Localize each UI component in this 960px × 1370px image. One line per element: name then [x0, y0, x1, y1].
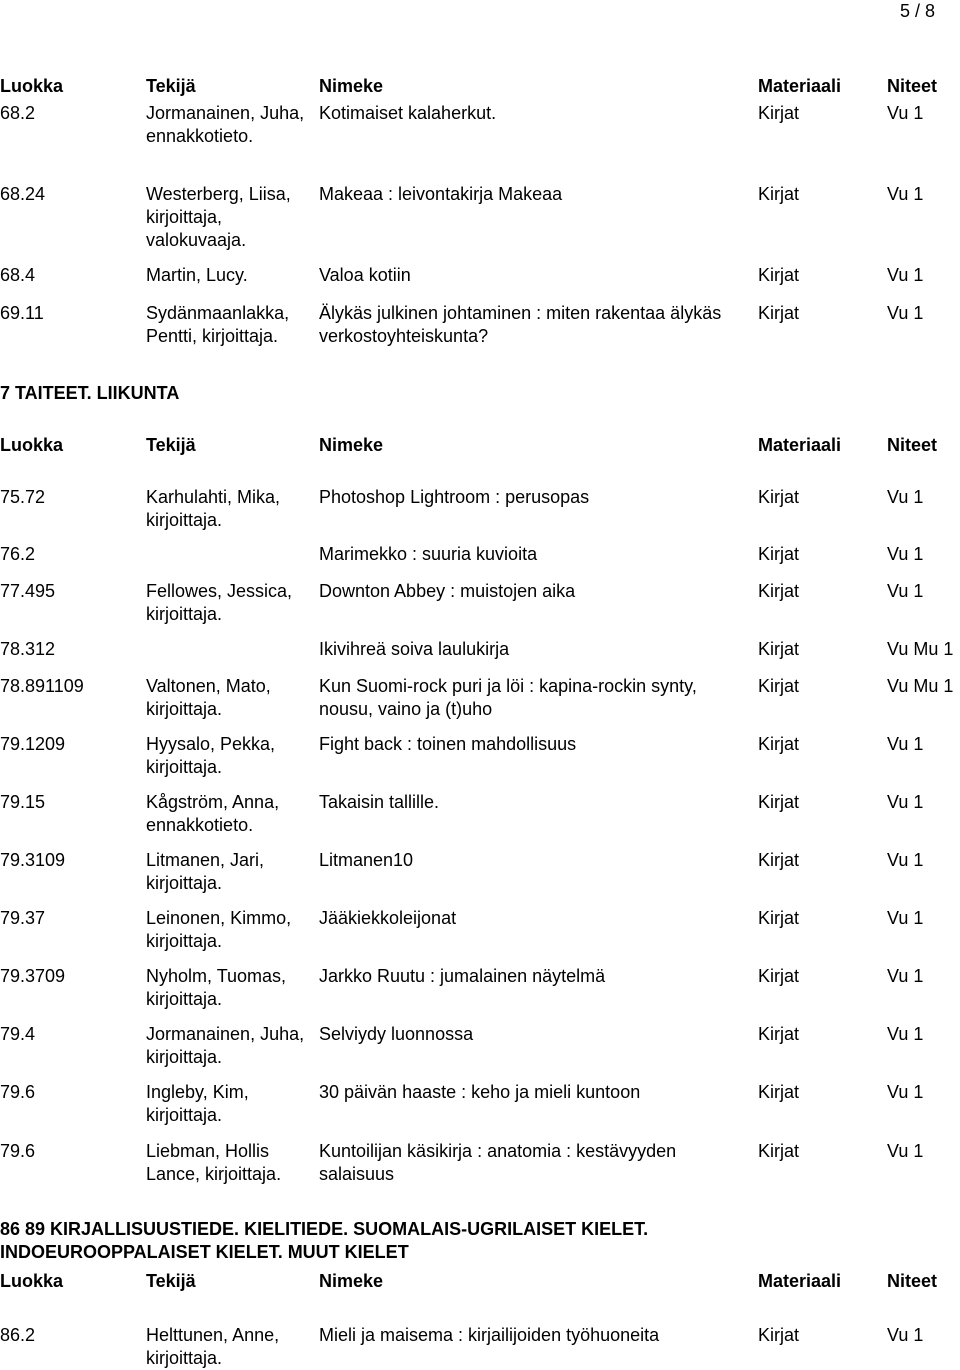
- cell-materiaali: Kirjat: [758, 908, 800, 928]
- cell-niteet: Vu 1: [887, 1082, 924, 1102]
- header-luokka: Luokka: [0, 76, 64, 96]
- cell-materiaali: Kirjat: [758, 544, 800, 564]
- cell-materiaali: Kirjat: [758, 1325, 800, 1345]
- cell-niteet: Vu Mu 1: [887, 639, 954, 659]
- cell-tekija: Leinonen, Kimmo, kirjoittaja.: [146, 908, 292, 951]
- header-materiaali: Materiaali: [758, 76, 842, 96]
- cell-luokka: 78.312: [0, 639, 56, 659]
- cell-nimeke: Kun Suomi-rock puri ja löi : kapina-rockin synty, nousu, vaino ja (t)uho: [319, 676, 697, 719]
- cell-nimeke: Marimekko : suuria kuvioita: [319, 544, 538, 564]
- cell-tekija: Kågström, Anna, ennakkotieto.: [146, 792, 280, 835]
- cell-niteet: Vu 1: [887, 487, 924, 507]
- cell-nimeke: Takaisin tallille.: [319, 792, 440, 812]
- header-tekija: Tekijä: [146, 76, 196, 96]
- cell-luokka: 76.2: [0, 544, 36, 564]
- cell-tekija: Valtonen, Mato, kirjoittaja.: [146, 676, 271, 719]
- cell-niteet: Vu 1: [887, 966, 924, 986]
- cell-tekija: Sydänmaanlakka, Pentti, kirjoittaja.: [146, 303, 290, 346]
- cell-materiaali: Kirjat: [758, 1082, 800, 1102]
- cell-luokka: 69.11: [0, 303, 44, 323]
- cell-tekija: Nyholm, Tuomas, kirjoittaja.: [146, 966, 287, 1009]
- cell-nimeke: Downton Abbey : muistojen aika: [319, 581, 576, 601]
- cell-niteet: Vu 1: [887, 792, 924, 812]
- cell-tekija: Litmanen, Jari, kirjoittaja.: [146, 850, 265, 893]
- cell-luokka: 79.3709: [0, 966, 66, 986]
- cell-nimeke: Jarkko Ruutu : jumalainen näytelmä: [319, 966, 606, 986]
- cell-tekija: Jormanainen, Juha, kirjoittaja.: [146, 1024, 305, 1067]
- cell-nimeke: Kuntoilijan käsikirja : anatomia : kestävyyden salaisuus: [319, 1141, 677, 1184]
- header-materiaali: Materiaali: [758, 1271, 842, 1291]
- cell-luokka: 79.37: [0, 908, 46, 928]
- cell-materiaali: Kirjat: [758, 184, 800, 204]
- cell-materiaali: Kirjat: [758, 639, 800, 659]
- cell-materiaali: Kirjat: [758, 734, 800, 754]
- section-title: 86 89 KIRJALLISUUSTIEDE. KIELITIEDE. SUOMALAIS-UGRILAISET KIELET. INDOEUROOPPALAISET KIELET. MUUT KIELET: [0, 1219, 649, 1262]
- cell-materiaali: Kirjat: [758, 850, 800, 870]
- header-tekija: Tekijä: [146, 435, 196, 455]
- cell-nimeke: Fight back : toinen mahdollisuus: [319, 734, 577, 754]
- cell-tekija: Liebman, Hollis Lance, kirjoittaja.: [146, 1141, 282, 1184]
- cell-niteet: Vu Mu 1: [887, 676, 954, 696]
- cell-tekija: Helttunen, Anne, kirjoittaja.: [146, 1325, 280, 1368]
- cell-nimeke: Selviydy luonnossa: [319, 1024, 474, 1044]
- cell-luokka: 68.2: [0, 103, 36, 123]
- header-materiaali: Materiaali: [758, 435, 842, 455]
- header-nimeke: Nimeke: [319, 76, 384, 96]
- section-title: 7 TAITEET. LIIKUNTA: [0, 383, 180, 403]
- header-niteet: Niteet: [887, 1271, 938, 1291]
- cell-luokka: 79.4: [0, 1024, 36, 1044]
- cell-materiaali: Kirjat: [758, 1024, 800, 1044]
- cell-nimeke: Photoshop Lightroom : perusopas: [319, 487, 590, 507]
- cell-nimeke: Makeaa : leivontakirja Makeaa: [319, 184, 563, 204]
- cell-materiaali: Kirjat: [758, 103, 800, 123]
- cell-materiaali: Kirjat: [758, 265, 800, 285]
- header-nimeke: Nimeke: [319, 1271, 384, 1291]
- cell-materiaali: Kirjat: [758, 487, 800, 507]
- cell-nimeke: Älykäs julkinen johtaminen : miten rakentaa älykäs verkostoyhteiskunta?: [319, 303, 722, 346]
- cell-tekija: Karhulahti, Mika, kirjoittaja.: [146, 487, 281, 530]
- cell-luokka: 68.4: [0, 265, 36, 285]
- cell-niteet: Vu 1: [887, 184, 924, 204]
- cell-niteet: Vu 1: [887, 1325, 924, 1345]
- cell-nimeke: Litmanen10: [319, 850, 414, 870]
- cell-tekija: Martin, Lucy.: [146, 265, 248, 285]
- cell-luokka: 75.72: [0, 487, 46, 507]
- cell-tekija: Jormanainen, Juha, ennakkotieto.: [146, 103, 305, 146]
- cell-nimeke: Jääkiekkoleijonat: [319, 908, 457, 928]
- cell-luokka: 79.15: [0, 792, 46, 812]
- cell-luokka: 79.1209: [0, 734, 66, 754]
- cell-materiaali: Kirjat: [758, 966, 800, 986]
- cell-tekija: Westerberg, Liisa, kirjoittaja, valokuvaaja.: [146, 184, 291, 250]
- cell-luokka: 79.3109: [0, 850, 66, 870]
- cell-niteet: Vu 1: [887, 544, 924, 564]
- cell-niteet: Vu 1: [887, 850, 924, 870]
- cell-nimeke: Kotimaiset kalaherkut.: [319, 103, 497, 123]
- cell-niteet: Vu 1: [887, 908, 924, 928]
- cell-niteet: Vu 1: [887, 265, 924, 285]
- header-niteet: Niteet: [887, 435, 938, 455]
- cell-tekija: Hyysalo, Pekka, kirjoittaja.: [146, 734, 276, 777]
- header-luokka: Luokka: [0, 1271, 64, 1291]
- cell-niteet: Vu 1: [887, 1024, 924, 1044]
- cell-tekija: Fellowes, Jessica, kirjoittaja.: [146, 581, 293, 624]
- cell-niteet: Vu 1: [887, 581, 924, 601]
- header-niteet: Niteet: [887, 76, 938, 96]
- cell-niteet: Vu 1: [887, 303, 924, 323]
- cell-materiaali: Kirjat: [758, 303, 800, 323]
- cell-materiaali: Kirjat: [758, 792, 800, 812]
- cell-luokka: 78.891109: [0, 676, 84, 696]
- cell-niteet: Vu 1: [887, 1141, 924, 1161]
- cell-luokka: 79.6: [0, 1082, 36, 1102]
- cell-luokka: 86.2: [0, 1325, 36, 1345]
- cell-nimeke: Ikivihreä soiva laulukirja: [319, 639, 510, 659]
- header-nimeke: Nimeke: [319, 435, 384, 455]
- cell-nimeke: Valoa kotiin: [319, 265, 411, 285]
- cell-luokka: 68.24: [0, 184, 46, 204]
- cell-niteet: Vu 1: [887, 734, 924, 754]
- cell-nimeke: Mieli ja maisema : kirjailijoiden työhuoneita: [319, 1325, 660, 1345]
- header-luokka: Luokka: [0, 435, 64, 455]
- cell-tekija: Ingleby, Kim, kirjoittaja.: [146, 1082, 249, 1125]
- page-number: 5 / 8: [899, 1, 935, 21]
- cell-niteet: Vu 1: [887, 103, 924, 123]
- cell-nimeke: 30 päivän haaste : keho ja mieli kuntoon: [319, 1082, 641, 1102]
- cell-materiaali: Kirjat: [758, 1141, 800, 1161]
- cell-materiaali: Kirjat: [758, 581, 800, 601]
- header-tekija: Tekijä: [146, 1271, 196, 1291]
- cell-luokka: 77.495: [0, 581, 56, 601]
- cell-luokka: 79.6: [0, 1141, 36, 1161]
- cell-materiaali: Kirjat: [758, 676, 800, 696]
